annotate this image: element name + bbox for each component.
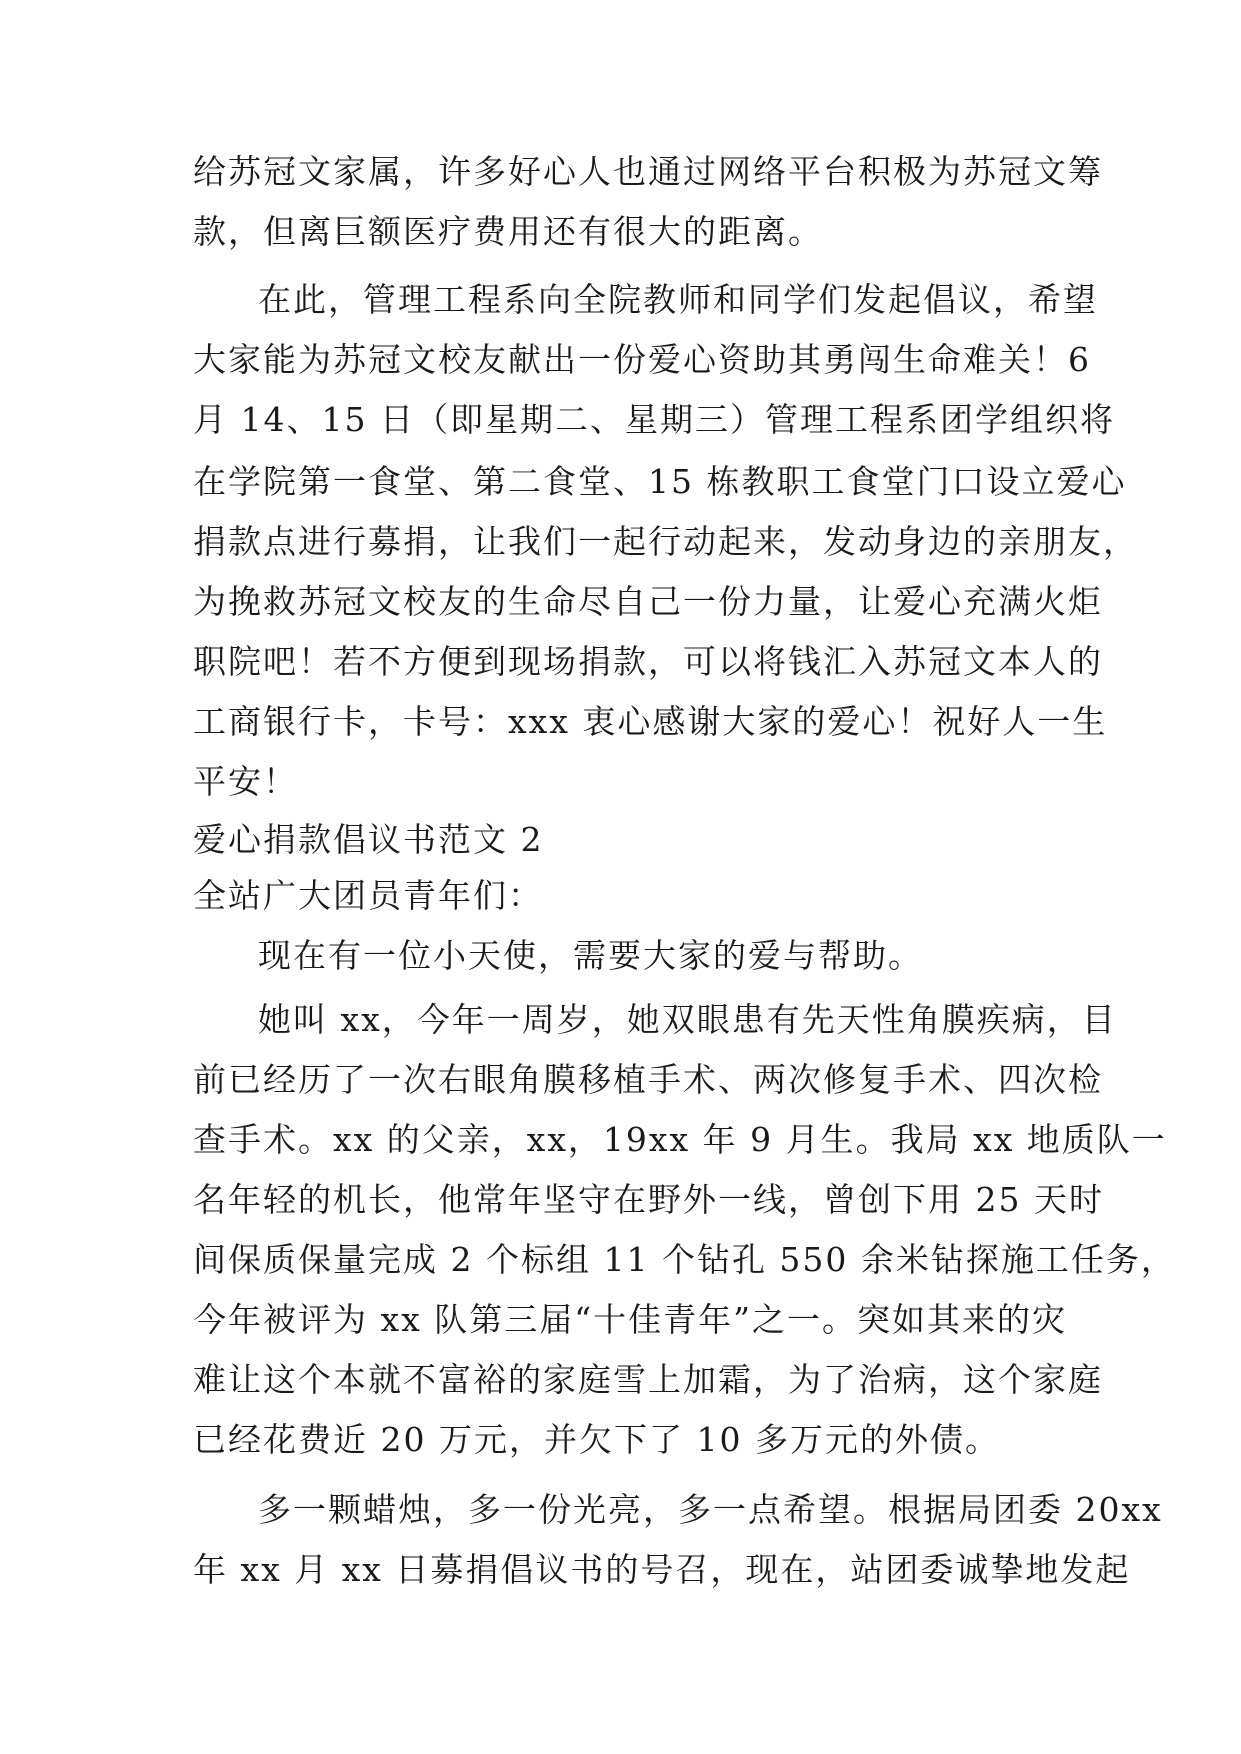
paragraph-line: 在学院第一食堂、第二食堂、15 栋教职工食堂门口设立爱心 (193, 462, 1127, 501)
salutation: 全站广大团员青年们： (193, 876, 543, 915)
paragraph-line: 给苏冠文家属，许多好心人也通过网络平台积极为苏冠文筹 (193, 152, 1103, 191)
paragraph-line: 名年轻的机长，他常年坚守在野外一线，曾创下用 25 天时 (193, 1180, 1104, 1219)
paragraph-line: 为挽救苏冠文校友的生命尽自己一份力量，让爱心充满火炬 (193, 582, 1103, 621)
paragraph-line: 多一颗蜡烛，多一份光亮，多一点希望。根据局团委 20xx (258, 1490, 1163, 1529)
paragraph-line: 平安！ (193, 762, 298, 801)
paragraph-line: 款，但离巨额医疗费用还有很大的距离。 (193, 212, 823, 251)
paragraph-line: 已经花费近 20 万元，并欠下了 10 多万元的外债。 (193, 1420, 1000, 1459)
section-heading: 爱心捐款倡议书范文 2 (193, 820, 544, 859)
paragraph-line: 在此，管理工程系向全院教师和同学们发起倡议，希望 (258, 280, 1098, 319)
paragraph-line: 捐款点进行募捐，让我们一起行动起来，发动身边的亲朋友， (193, 522, 1138, 561)
paragraph-line: 查手术。xx 的父亲，xx，19xx 年 9 月生。我局 xx 地质队一 (193, 1120, 1167, 1159)
paragraph-line: 年 xx 月 xx 日募捐倡议书的号召，现在，站团委诚挚地发起 (193, 1550, 1131, 1589)
paragraph-line: 间保质保量完成 2 个标组 11 个钻孔 550 余米钻探施工任务， (193, 1240, 1176, 1279)
paragraph-line: 难让这个本就不富裕的家庭雪上加霜，为了治病，这个家庭 (193, 1360, 1103, 1399)
paragraph-line: 工商银行卡，卡号：xxx 衷心感谢大家的爱心！祝好人一生 (193, 702, 1108, 741)
paragraph-line: 前已经历了一次右眼角膜移植手术、两次修复手术、四次检 (193, 1060, 1103, 1099)
paragraph-line: 现在有一位小天使，需要大家的爱与帮助。 (258, 936, 923, 975)
paragraph-line: 她叫 xx，今年一周岁，她双眼患有先天性角膜疾病，目 (258, 1000, 1117, 1039)
paragraph-line: 月 14、15 日（即星期二、星期三）管理工程系团学组织将 (193, 400, 1115, 439)
paragraph-line: 大家能为苏冠文校友献出一份爱心资助其勇闯生命难关！6 (193, 340, 1091, 379)
paragraph-line: 今年被评为 xx 队第三届“十佳青年”之一。突如其来的灾 (193, 1300, 1067, 1339)
paragraph-line: 职院吧！若不方便到现场捐款，可以将钱汇入苏冠文本人的 (193, 642, 1103, 681)
